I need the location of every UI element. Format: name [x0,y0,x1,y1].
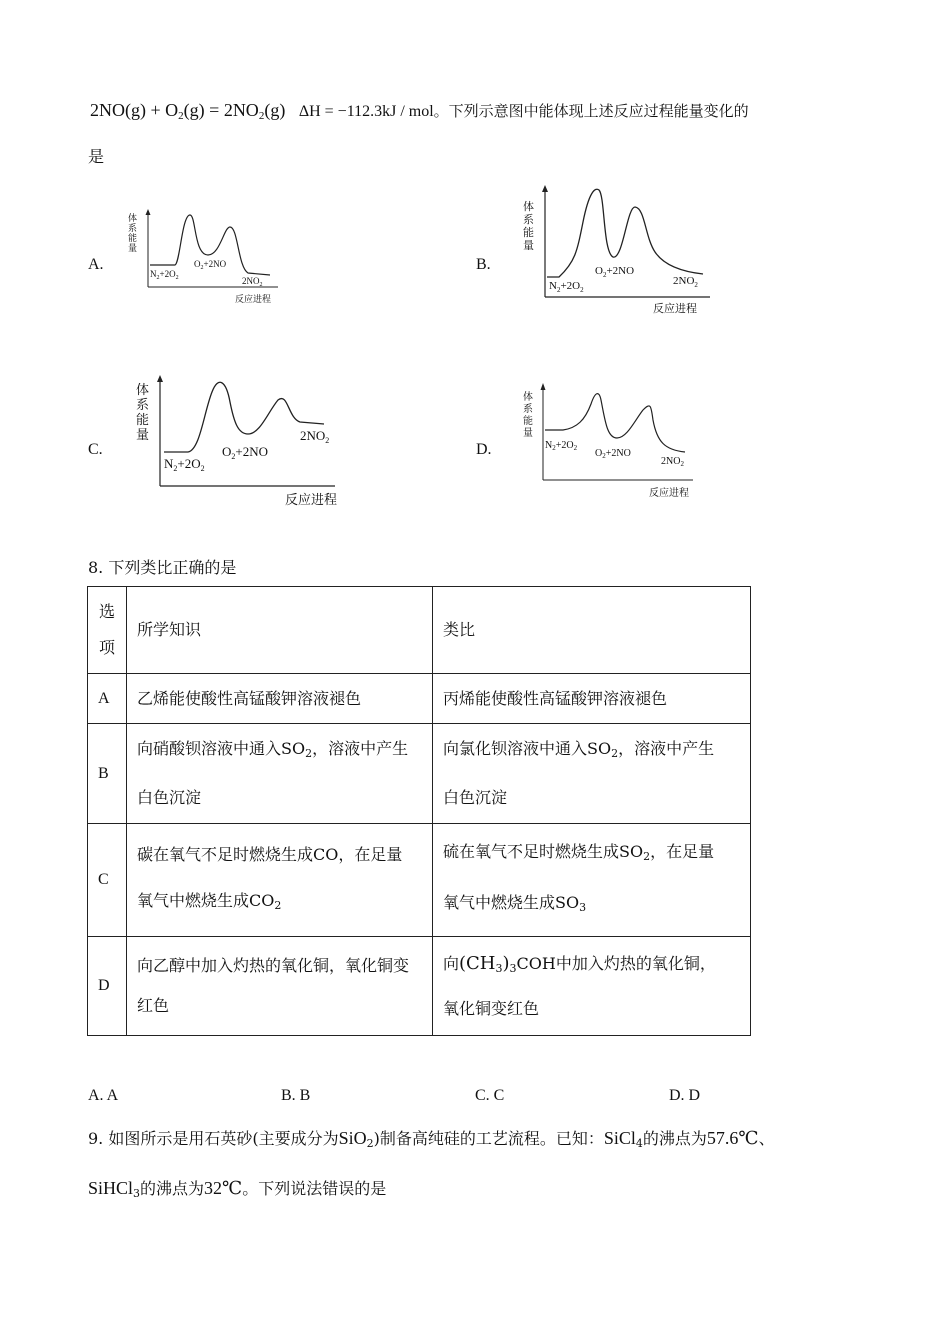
q7-stem-line2: 是 [88,147,105,166]
svg-text:量: 量 [128,243,138,253]
svg-text:N2+2O2: $N_2+2O_2$ [545,440,578,452]
q7-equation: $2NO(g) + O_2(g) = 2NO_2(g) \Delta H = -112.3kJ$ / mol。下列示意图中能体现上述反应过程能量变化的 [90,100,749,122]
answer-a[interactable]: A. A [88,1087,119,1104]
answer-c[interactable]: C. C [475,1087,505,1104]
energy-diagram-b [515,182,715,322]
table-row: B 向硝酸钡溶液中通入$SO_2$，溶液中产生 白色沉淀 向氯化钡溶液中通入$SO_2$，溶液中产生 白色沉淀 [88,724,751,824]
svg-text:2NO2: $2NO_2$ [661,456,684,468]
svg-text:反应进程: 反应进程 [235,294,272,304]
svg-text:能: 能 [136,412,150,427]
svg-text:O2+2NO: $O_2+2NO$ [222,444,268,461]
option-b-label: B. [476,256,491,273]
q8-stem: 8. 下列类比正确的是 [88,558,237,577]
q9-line2: SiHCl$_3$的沸点为32℃。下列说法错误的是 [88,1178,387,1200]
delta-h: ΔH = −112.3kJ / mol [298,103,434,120]
header-known: 所学知识 [127,587,433,674]
header-analogy: 类比 [433,587,751,674]
option-a-label: A. [88,256,104,273]
svg-text:反应进程: 反应进程 [285,492,338,507]
header-option: 选 项 [88,587,127,674]
svg-text:反应进程: 反应进程 [653,303,697,315]
svg-text:量: 量 [136,427,150,442]
svg-text:系: 系 [523,214,534,226]
energy-diagram-d [515,380,705,505]
svg-text:2NO2: $2NO_2$ [242,276,263,288]
answer-b[interactable]: B. B [281,1087,311,1104]
energy-diagram-c [130,372,350,512]
q8-table [87,586,751,1036]
answer-d[interactable]: D. D [669,1087,701,1104]
table-row: D 向乙醇中加入灼热的氧化铜，氧化铜变 红色 向$(CH_3)_3COH$中加入灼热的氧化铜， 氧化铜变红色 [88,937,751,1036]
svg-text:O2+2NO: $O_2+2NO$ [595,448,631,460]
energy-diagram-a [120,205,290,310]
svg-text:能: 能 [128,233,138,243]
svg-text:反应进程: 反应进程 [649,488,689,499]
svg-text:体: 体 [523,201,534,213]
svg-text:量: 量 [523,240,534,252]
svg-text:系: 系 [136,397,150,412]
svg-text:体: 体 [128,213,138,223]
svg-text:2NO2: $2NO_2$ [673,275,698,289]
svg-text:N2+2O2: $N_2+2O_2$ [150,269,179,281]
q9-line1: 9. 如图所示是用石英砂(主要成分为SiO$_2$)制备高纯硅的工艺流程。已知：SiCl$_4$的沸点为57.6℃、 [88,1128,775,1150]
table-row: A 乙烯能使酸性高锰酸钾溶液褪色 丙烯能使酸性高锰酸钾溶液褪色 [88,674,751,724]
svg-text:系: 系 [128,223,138,233]
svg-text:N2+2O2: $N_2+2O_2$ [164,456,205,473]
svg-text:O2+2NO: $O_2+2NO$ [194,259,227,271]
option-c-label: C. [88,441,103,458]
svg-text:O2+2NO: $O_2+2NO$ [595,265,635,279]
svg-text:2NO2: $2NO_2$ [300,428,330,445]
svg-text:量: 量 [523,428,533,439]
svg-text:体: 体 [136,382,150,397]
option-d-label: D. [476,441,492,458]
table-row [88,587,751,674]
svg-text:能: 能 [523,416,533,427]
svg-text:能: 能 [523,227,534,239]
svg-text:N2+2O2: $N_2+2O_2$ [549,280,584,294]
svg-text:系: 系 [523,404,533,415]
svg-text:体: 体 [523,392,533,403]
table-row: C 碳在氧气不足时燃烧生成CO，在足量 氧气中燃烧生成$CO_2$ 硫在氧气不足时燃烧生成$SO_2$，在足量 氧气中燃烧生成$SO_3$ [88,824,751,937]
